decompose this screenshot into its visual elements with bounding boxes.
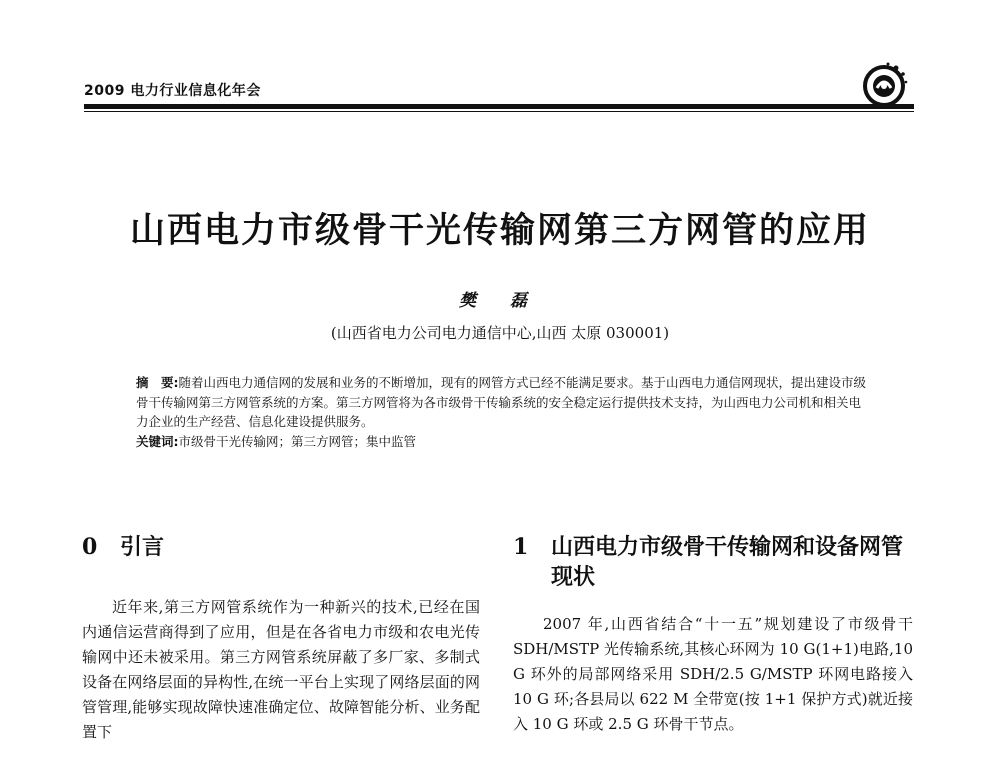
section-heading-status (513, 532, 913, 592)
section-heading-intro (82, 532, 480, 562)
paper-title: 山西电力市级骨干光传输网第三方网管的应用 (129, 210, 870, 251)
running-head: 2009 电力行业信息化年会 (84, 83, 261, 99)
header-rule-thin (84, 111, 914, 112)
right-column (513, 532, 913, 737)
abstract-paragraph (136, 373, 866, 432)
author-name: 樊 磊 (459, 291, 541, 311)
left-column (82, 532, 480, 745)
conference-logo-icon (858, 58, 910, 110)
keywords-label: 关键词: (136, 433, 179, 449)
section-number: 0 (82, 534, 98, 560)
intro-paragraph: 近年来,第三方网管系统作为一种新兴的技术,已经在国内通信运营商得到了应用，但是在各省电力市级和农电光传输网中还未被采用。第三方网管系统屏蔽了多厂家、多制式设备在网络层面的异构性,在统一平台上实现了网络层面的网管管理,能够实现故障快速准确定位、故障智能分析、业务配置下 (82, 598, 480, 741)
section-title: 山西电力市级骨干传输网和设备网管现状 (551, 534, 904, 590)
keywords-text: 市级骨干光传输网；第三方网管；集中监管 (178, 433, 417, 449)
abstract-text: 随着山西电力通信网的发展和业务的不断增加，现有的网管方式已经不能满足要求。基于山西电力通信网现状，提出建设市级骨干传输网第三方网管系统的方案。第三方网管将为各市级骨干传输系统的安全稳定运行提供技术支持，为山西电力公司机和相关电力企业的生产经营、信息化建设提供服务。 (136, 375, 867, 429)
header-rule-thick (84, 104, 914, 109)
author-affiliation: (山西省电力公司电力通信中心,山西 太原 030001) (330, 324, 670, 342)
status-paragraph: 2007 年,山西省结合“十一五”规划建设了市级骨干 SDH/MSTP 光传输系统,其核心环网为 10 G(1+1)电路,10 G 环外的局部网络采用 SDH/2.5 G/MSTP 环网电路接入 10 G 环;各县局以 622 M 全带宽(按 1+1 保护方式)就近接入 10 G 环或 2.5 G 环骨干节点。 (513, 615, 913, 733)
keywords-line (136, 432, 866, 452)
abstract-label: 摘 要: (136, 375, 179, 390)
section-title: 引言 (120, 534, 165, 560)
abstract-block (136, 373, 866, 451)
section-number: 1 (513, 534, 529, 560)
